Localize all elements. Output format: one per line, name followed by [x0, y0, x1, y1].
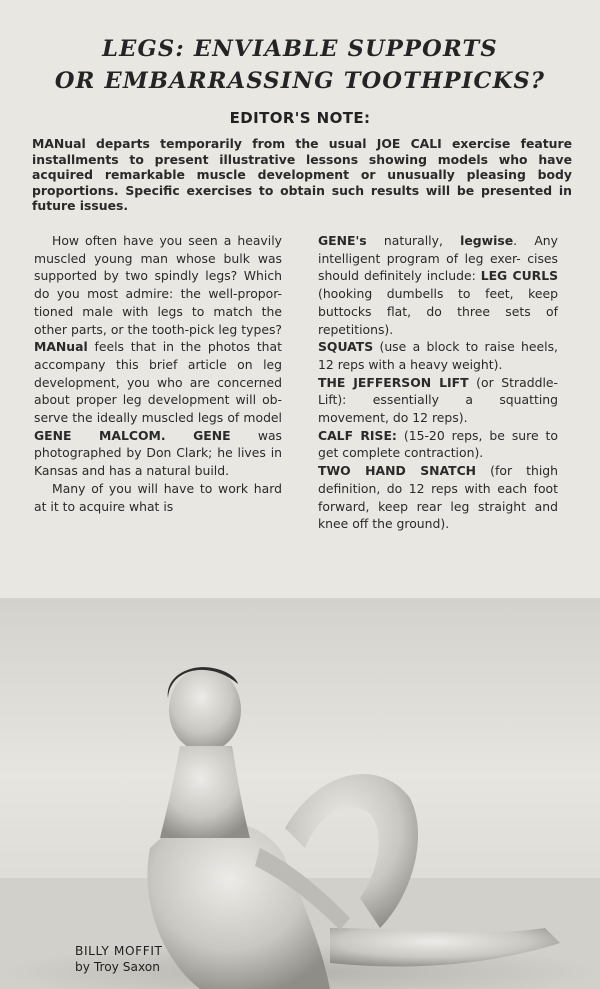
p1-text-e: was photographed by Don Clark; he lives in Kansas and has a natural build. — [34, 427, 283, 479]
title-line-2: OR EMBARRASSING TOOTHPICKS? — [54, 68, 546, 94]
editor-note-body: MANual departs temporarily from the usual JOE CALI exercise feature installments to present illustrative lessons showing models who have acquired remarkable muscle development or unusually pleasing body proportions. Specific exercises to obtain such results will be presented in future issues. — [32, 136, 572, 214]
exercise-text: (hooking dumbells to feet, keep buttocks flat, do three sets of repetitions). — [318, 286, 558, 337]
exercise-name: SQUATS — [318, 339, 374, 355]
exercise-name: CALF RISE: — [318, 427, 397, 443]
exercise-name: THE JEFFERSON LIFT — [318, 374, 469, 390]
head-shape — [169, 668, 241, 752]
exercise-text: (use a block to raise heels, 12 reps with a heavy weight). — [318, 339, 558, 372]
p3-genes: GENE's — [318, 233, 367, 248]
p1-model-name: GENE MALCOM. GENE — [34, 427, 231, 443]
exercise-name: LEG CURLS — [480, 268, 559, 284]
caption-credit: by Troy Saxon — [75, 960, 160, 974]
exercise-item — [318, 338, 558, 373]
p1-text-c: feels that in the photos that accompany this brief article on leg development, you who are concerned about proper leg development will ob- serve the ideally muscled legs of model — [34, 339, 282, 426]
article-right-column — [318, 232, 558, 533]
exercise-item — [318, 427, 558, 462]
exercise-text: (15-20 reps, be sure to get complete contraction). — [318, 427, 558, 461]
exercise-text: (for thigh definition, do 12 reps with each foot forward, keep rear leg straight and knee off the ground). — [318, 463, 559, 532]
editor-note-heading: EDITOR'S NOTE: — [229, 109, 371, 127]
title-line-1: LEGS: ENVIABLE SUPPORTS — [102, 36, 498, 62]
article-left-column — [34, 232, 282, 515]
exercise-item — [318, 374, 558, 427]
exercise-text: (or Straddle-Lift): essentially a squatting movement, do 12 reps). — [318, 374, 558, 426]
p1-manual: MANual — [34, 339, 88, 355]
exercise-item — [318, 462, 558, 533]
article-paragraph-2: Many of you will have to work hard at it to acquire what is — [34, 480, 282, 514]
p3-text-b: naturally, — [366, 233, 461, 248]
model-photo — [0, 598, 600, 989]
p1-text-a: How often have you seen a heavily muscled young man whose bulk was supported by two spindly legs? Which do you most admire: the well-propor- tioned male with legs to match the other parts, or the tooth-pick leg types? — [34, 233, 282, 337]
neck-shoulder-shape — [160, 746, 250, 838]
p3-text-d: . Any intelligent program of leg exer- cises should definitely include: — [318, 233, 558, 284]
p3-legwise: legwise — [460, 233, 514, 248]
caption-name: BILLY MOFFIT — [75, 944, 163, 958]
photo-caption — [75, 943, 163, 975]
article-paragraph-1 — [34, 232, 282, 480]
photo-illustration — [0, 598, 600, 989]
article-paragraph-3 — [318, 232, 558, 338]
exercise-name: TWO HAND SNATCH — [318, 463, 477, 479]
